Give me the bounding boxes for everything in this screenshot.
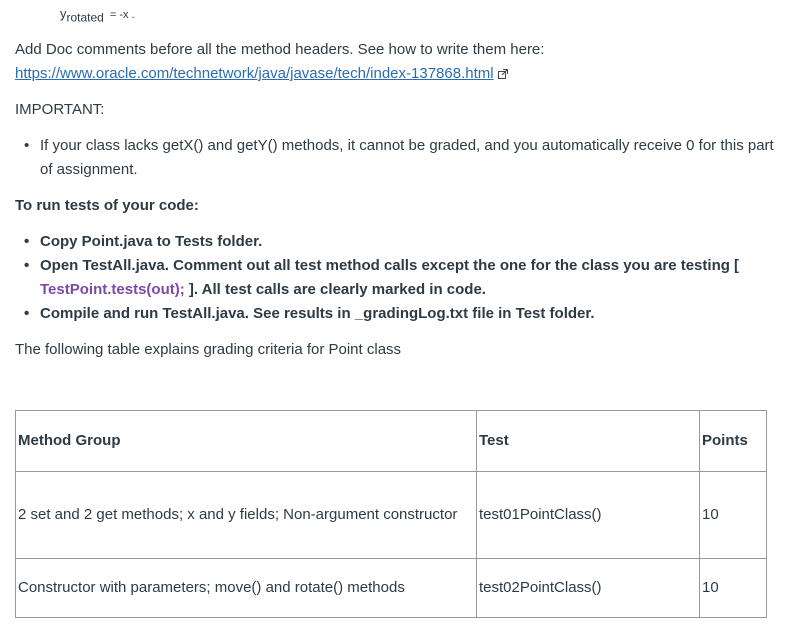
cell-test: test01PointClass() bbox=[477, 472, 700, 559]
step-open-before: Open TestAll.java. Comment out all test method calls except the one for the class you are testing [ bbox=[40, 257, 740, 274]
header-test: Test bbox=[477, 411, 700, 472]
list-item bbox=[15, 254, 755, 302]
list-item bbox=[15, 134, 780, 182]
doc-comments-text: Add Doc comments before all the method headers. See how to write them here: bbox=[15, 41, 545, 58]
step-copy: Copy Point.java to Tests folder. bbox=[40, 233, 263, 250]
doc-comments-paragraph bbox=[15, 38, 775, 86]
formula-symbol: y bbox=[60, 6, 67, 21]
important-list bbox=[15, 134, 780, 182]
list-item bbox=[15, 302, 755, 326]
header-method-group: Method Group bbox=[16, 411, 477, 472]
run-tests-heading: To run tests of your code: bbox=[15, 197, 199, 214]
step-compile: Compile and run TestAll.java. See results in _gradingLog.txt file in Test folder. bbox=[40, 305, 595, 322]
code-snippet: TestPoint.tests(out); bbox=[40, 281, 185, 298]
important-item-text: If your class lacks getX() and getY() methods, it cannot be graded, and you automatically receive 0 for this part of assignment. bbox=[40, 137, 774, 178]
bullet-icon: • bbox=[24, 305, 30, 322]
bullet-icon: • bbox=[24, 233, 30, 250]
table-header-row bbox=[16, 411, 767, 472]
javadoc-guide-link[interactable]: https://www.oracle.com/technetwork/java/javase/tech/index-137868.html bbox=[15, 65, 494, 82]
table-intro: The following table explains grading criteria for Point class bbox=[15, 341, 402, 358]
cell-method-group: Constructor with parameters; move() and rotate() methods bbox=[16, 559, 477, 618]
bullet-icon: • bbox=[24, 137, 30, 154]
grading-table bbox=[15, 410, 767, 618]
cell-points: 10 bbox=[700, 559, 767, 618]
cell-test: test02PointClass() bbox=[477, 559, 700, 618]
table-row bbox=[16, 472, 767, 559]
bullet-icon: • bbox=[24, 257, 30, 274]
external-link-icon bbox=[498, 69, 508, 79]
table-row bbox=[16, 559, 767, 618]
formula-rhs: = -x . bbox=[109, 9, 135, 21]
formula-subscript: rotated bbox=[66, 10, 104, 25]
cell-points: 10 bbox=[700, 472, 767, 559]
cell-method-group: 2 set and 2 get methods; x and y fields; Non-argument constructor bbox=[16, 472, 477, 559]
header-points: Points bbox=[700, 411, 767, 472]
run-steps-list bbox=[15, 230, 755, 326]
important-label: IMPORTANT: bbox=[15, 101, 105, 118]
step-open-after: ]. All test calls are clearly marked in code. bbox=[184, 281, 486, 298]
rotation-formula bbox=[60, 6, 135, 25]
list-item bbox=[15, 230, 755, 254]
